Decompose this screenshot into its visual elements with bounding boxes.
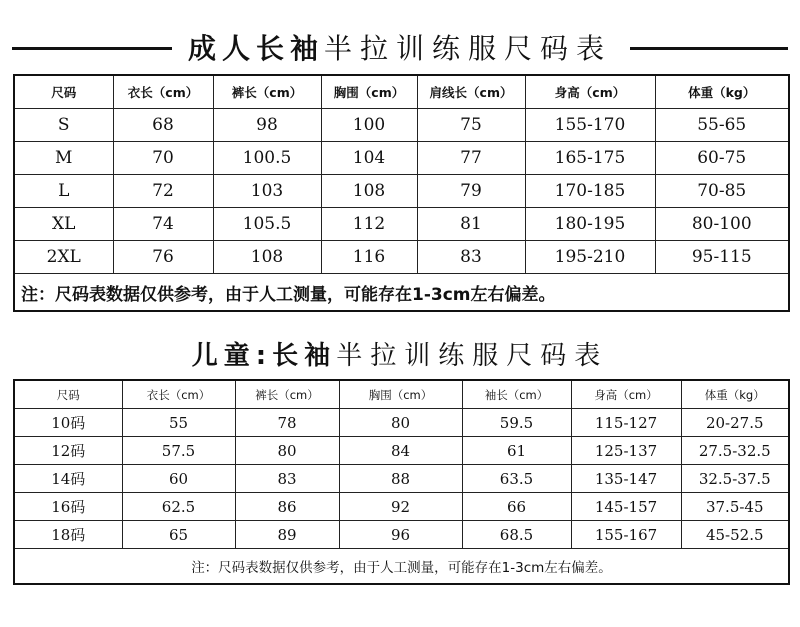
value-cell: 68.5 [462,521,571,549]
header-height: 身高（cm） [525,75,655,109]
value-cell: 96 [339,521,462,549]
header-chest: 胸围（cm） [321,75,417,109]
adult-title-row [0,30,800,64]
header-garment-length: 衣长（cm） [113,75,213,109]
value-cell: 108 [321,175,417,208]
value-cell: 83 [235,465,339,493]
size-cell: 18码 [14,521,122,549]
adult-size-table [13,74,790,312]
table-row [14,142,789,175]
value-cell: 77 [417,142,525,175]
header-pants-length: 裤长（cm） [213,75,321,109]
header-garment-length: 衣长（cm） [122,380,235,409]
value-cell: 95-115 [655,241,789,274]
size-cell: 2XL [14,241,113,274]
table-row [14,465,789,493]
size-cell: 12码 [14,437,122,465]
value-cell: 170-185 [525,175,655,208]
kids-title-light: 半拉训练服尺码表 [336,340,609,371]
value-cell: 78 [235,409,339,437]
kids-disclaimer-note: 注：尺码表数据仅供参考，由于人工测量，可能存在1-3cm左右偏差。 [14,549,789,585]
value-cell: 83 [417,241,525,274]
value-cell: 125-137 [571,437,681,465]
value-cell: 70 [113,142,213,175]
value-cell: 105.5 [213,208,321,241]
value-cell: 70-85 [655,175,789,208]
header-size: 尺码 [14,75,113,109]
value-cell: 80-100 [655,208,789,241]
value-cell: 145-157 [571,493,681,521]
value-cell: 84 [339,437,462,465]
table-row [14,175,789,208]
title-rule-left [12,47,172,50]
value-cell: 57.5 [122,437,235,465]
value-cell: 155-170 [525,109,655,142]
value-cell: 103 [213,175,321,208]
size-cell: 16码 [14,493,122,521]
value-cell: 63.5 [462,465,571,493]
value-cell: 100.5 [213,142,321,175]
value-cell: 155-167 [571,521,681,549]
table-row [14,409,789,437]
value-cell: 76 [113,241,213,274]
value-cell: 80 [339,409,462,437]
size-cell: XL [14,208,113,241]
header-height: 身高（cm） [571,380,681,409]
value-cell: 135-147 [571,465,681,493]
value-cell: 100 [321,109,417,142]
value-cell: 104 [321,142,417,175]
size-cell: M [14,142,113,175]
value-cell: 80 [235,437,339,465]
value-cell: 180-195 [525,208,655,241]
size-cell: S [14,109,113,142]
value-cell: 195-210 [525,241,655,274]
adult-title-light: 半拉训练服尺码表 [324,32,613,65]
table-row [14,493,789,521]
value-cell: 108 [213,241,321,274]
table-row [14,521,789,549]
value-cell: 116 [321,241,417,274]
header-shoulder-length: 肩线长（cm） [417,75,525,109]
header-weight: 体重（kg） [655,75,789,109]
table-row [14,109,789,142]
kids-title-bold: 儿童:长袖 [191,340,337,371]
value-cell: 72 [113,175,213,208]
value-cell: 55 [122,409,235,437]
header-chest: 胸围（cm） [339,380,462,409]
value-cell: 27.5-32.5 [681,437,789,465]
value-cell: 115-127 [571,409,681,437]
value-cell: 165-175 [525,142,655,175]
kids-size-table [13,379,790,585]
adult-size-chart-title [184,27,616,67]
value-cell: 20-27.5 [681,409,789,437]
title-rule-right [630,47,788,50]
kids-size-chart-title [188,335,612,372]
value-cell: 61 [462,437,571,465]
header-sleeve-length: 袖长（cm） [462,380,571,409]
value-cell: 37.5-45 [681,493,789,521]
value-cell: 112 [321,208,417,241]
value-cell: 60 [122,465,235,493]
value-cell: 75 [417,109,525,142]
value-cell: 59.5 [462,409,571,437]
value-cell: 89 [235,521,339,549]
adult-note-row [14,274,789,312]
adult-title-bold: 成人长袖 [187,32,324,65]
header-weight: 体重（kg） [681,380,789,409]
table-row [14,437,789,465]
value-cell: 55-65 [655,109,789,142]
table-row [14,208,789,241]
value-cell: 92 [339,493,462,521]
kids-header-row [14,380,789,409]
size-cell: 14码 [14,465,122,493]
value-cell: 98 [213,109,321,142]
header-pants-length: 裤长（cm） [235,380,339,409]
value-cell: 74 [113,208,213,241]
adult-disclaimer-note: 注：尺码表数据仅供参考，由于人工测量，可能存在1-3cm左右偏差。 [14,274,789,312]
value-cell: 60-75 [655,142,789,175]
value-cell: 81 [417,208,525,241]
table-row [14,241,789,274]
adult-header-row [14,75,789,109]
value-cell: 86 [235,493,339,521]
kids-note-row [14,549,789,585]
kids-title-row [0,336,800,370]
size-cell: 10码 [14,409,122,437]
header-size: 尺码 [14,380,122,409]
value-cell: 88 [339,465,462,493]
value-cell: 65 [122,521,235,549]
value-cell: 66 [462,493,571,521]
size-cell: L [14,175,113,208]
value-cell: 45-52.5 [681,521,789,549]
value-cell: 68 [113,109,213,142]
value-cell: 79 [417,175,525,208]
value-cell: 32.5-37.5 [681,465,789,493]
value-cell: 62.5 [122,493,235,521]
